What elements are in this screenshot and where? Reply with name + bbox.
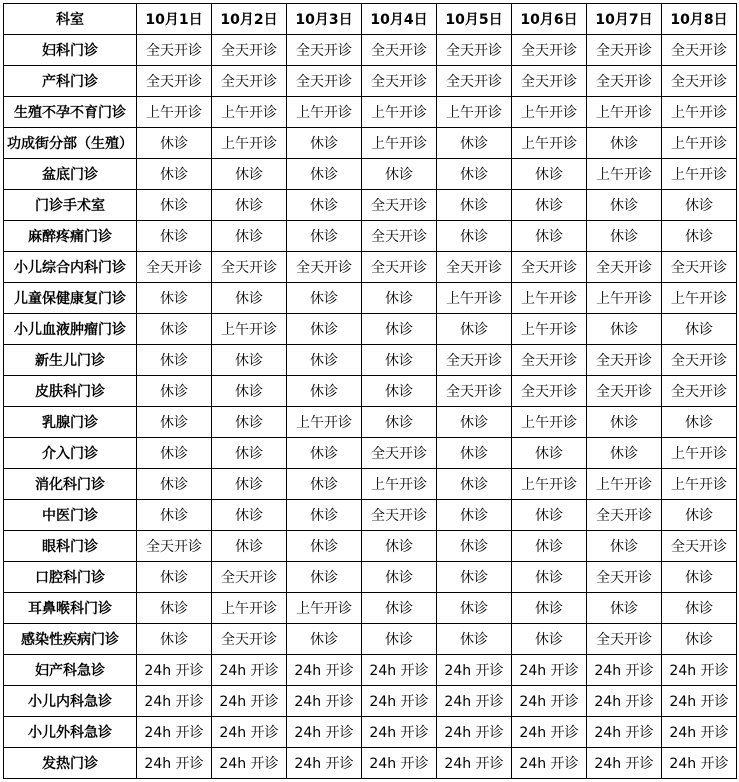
schedule-cell: 全天开诊 (587, 66, 662, 97)
schedule-cell: 休诊 (287, 562, 362, 593)
schedule-cell: 休诊 (287, 314, 362, 345)
schedule-cell: 全天开诊 (137, 66, 212, 97)
schedule-cell: 全天开诊 (662, 345, 737, 376)
schedule-cell: 休诊 (512, 190, 587, 221)
dept-name: 介入门诊 (4, 438, 137, 469)
schedule-cell: 休诊 (287, 190, 362, 221)
schedule-cell: 休诊 (437, 562, 512, 593)
schedule-cell: 休诊 (587, 438, 662, 469)
schedule-cell: 上午开诊 (587, 97, 662, 128)
schedule-cell: 上午开诊 (212, 97, 287, 128)
schedule-cell: 上午开诊 (662, 159, 737, 190)
schedule-cell: 24h 开诊 (137, 748, 212, 779)
dept-name: 小儿综合内科门诊 (4, 252, 137, 283)
table-row (4, 128, 737, 159)
dept-name: 儿童保健康复门诊 (4, 283, 137, 314)
schedule-cell: 全天开诊 (362, 221, 437, 252)
schedule-cell: 全天开诊 (137, 531, 212, 562)
dept-name: 乳腺门诊 (4, 407, 137, 438)
dept-name: 感染性疾病门诊 (4, 624, 137, 655)
table-row (4, 655, 737, 686)
header-date: 10月4日 (362, 4, 437, 35)
dept-name: 小儿血液肿瘤门诊 (4, 314, 137, 345)
schedule-cell: 上午开诊 (662, 97, 737, 128)
dept-name: 消化科门诊 (4, 469, 137, 500)
schedule-cell: 休诊 (512, 438, 587, 469)
schedule-cell: 休诊 (437, 128, 512, 159)
schedule-cell: 24h 开诊 (662, 655, 737, 686)
schedule-cell: 全天开诊 (662, 252, 737, 283)
dept-name: 盆底门诊 (4, 159, 137, 190)
schedule-cell: 上午开诊 (212, 128, 287, 159)
schedule-cell: 上午开诊 (212, 593, 287, 624)
schedule-cell: 休诊 (287, 624, 362, 655)
schedule-cell: 24h 开诊 (287, 686, 362, 717)
dept-name: 新生儿门诊 (4, 345, 137, 376)
schedule-cell: 休诊 (212, 283, 287, 314)
table-row (4, 35, 737, 66)
schedule-cell: 休诊 (662, 221, 737, 252)
schedule-cell: 全天开诊 (362, 35, 437, 66)
dept-name: 妇产科急诊 (4, 655, 137, 686)
schedule-cell: 休诊 (437, 190, 512, 221)
schedule-cell: 24h 开诊 (212, 655, 287, 686)
table-row (4, 438, 737, 469)
schedule-cell: 休诊 (362, 376, 437, 407)
schedule-cell: 全天开诊 (512, 345, 587, 376)
schedule-cell: 上午开诊 (662, 469, 737, 500)
schedule-cell: 休诊 (287, 376, 362, 407)
schedule-cell: 全天开诊 (212, 66, 287, 97)
table-row (4, 252, 737, 283)
schedule-cell: 休诊 (137, 159, 212, 190)
header-row (4, 4, 737, 35)
schedule-cell: 休诊 (362, 562, 437, 593)
table-row (4, 717, 737, 748)
schedule-cell: 全天开诊 (137, 252, 212, 283)
schedule-cell: 休诊 (587, 221, 662, 252)
schedule-cell: 全天开诊 (362, 190, 437, 221)
schedule-cell: 全天开诊 (512, 252, 587, 283)
schedule-cell: 休诊 (437, 624, 512, 655)
schedule-cell: 全天开诊 (662, 35, 737, 66)
schedule-cell: 休诊 (212, 376, 287, 407)
schedule-cell: 24h 开诊 (587, 748, 662, 779)
header-date: 10月6日 (512, 4, 587, 35)
schedule-cell: 休诊 (137, 314, 212, 345)
table-row (4, 221, 737, 252)
schedule-cell: 全天开诊 (437, 345, 512, 376)
schedule-cell: 休诊 (362, 624, 437, 655)
header-date: 10月5日 (437, 4, 512, 35)
schedule-cell: 休诊 (137, 562, 212, 593)
schedule-cell: 24h 开诊 (362, 686, 437, 717)
schedule-cell: 全天开诊 (212, 252, 287, 283)
dept-name: 生殖不孕不育门诊 (4, 97, 137, 128)
holiday-schedule-table (3, 3, 737, 779)
dept-name: 口腔科门诊 (4, 562, 137, 593)
schedule-cell: 24h 开诊 (362, 717, 437, 748)
schedule-cell: 休诊 (437, 221, 512, 252)
schedule-cell: 24h 开诊 (287, 717, 362, 748)
schedule-cell: 24h 开诊 (212, 686, 287, 717)
dept-name: 耳鼻喉科门诊 (4, 593, 137, 624)
schedule-cell: 24h 开诊 (437, 748, 512, 779)
schedule-cell: 全天开诊 (587, 252, 662, 283)
schedule-cell: 上午开诊 (212, 314, 287, 345)
dept-name: 中医门诊 (4, 500, 137, 531)
schedule-cell: 24h 开诊 (212, 748, 287, 779)
schedule-cell: 休诊 (212, 221, 287, 252)
schedule-cell: 全天开诊 (437, 35, 512, 66)
dept-name: 麻醉疼痛门诊 (4, 221, 137, 252)
schedule-cell: 上午开诊 (662, 128, 737, 159)
schedule-cell: 休诊 (587, 593, 662, 624)
schedule-cell: 24h 开诊 (587, 686, 662, 717)
dept-name: 发热门诊 (4, 748, 137, 779)
schedule-cell: 上午开诊 (512, 314, 587, 345)
schedule-cell: 全天开诊 (362, 66, 437, 97)
schedule-cell: 24h 开诊 (137, 686, 212, 717)
schedule-cell: 24h 开诊 (437, 655, 512, 686)
schedule-cell: 休诊 (212, 438, 287, 469)
schedule-cell: 全天开诊 (362, 252, 437, 283)
schedule-cell: 24h 开诊 (512, 655, 587, 686)
schedule-cell: 休诊 (287, 345, 362, 376)
schedule-cell: 上午开诊 (287, 407, 362, 438)
schedule-cell: 上午开诊 (287, 593, 362, 624)
schedule-cell: 上午开诊 (362, 469, 437, 500)
table-row (4, 407, 737, 438)
table-row (4, 624, 737, 655)
schedule-cell: 全天开诊 (587, 500, 662, 531)
schedule-cell: 上午开诊 (512, 469, 587, 500)
schedule-cell: 24h 开诊 (437, 686, 512, 717)
schedule-cell: 24h 开诊 (287, 655, 362, 686)
schedule-cell: 休诊 (362, 593, 437, 624)
schedule-cell: 休诊 (587, 531, 662, 562)
schedule-cell: 休诊 (662, 562, 737, 593)
table-row (4, 190, 737, 221)
schedule-cell: 休诊 (287, 500, 362, 531)
table-row (4, 686, 737, 717)
schedule-cell: 全天开诊 (287, 252, 362, 283)
schedule-cell: 上午开诊 (287, 97, 362, 128)
dept-name: 皮肤科门诊 (4, 376, 137, 407)
schedule-cell: 24h 开诊 (212, 717, 287, 748)
schedule-cell: 全天开诊 (512, 35, 587, 66)
schedule-cell: 24h 开诊 (512, 686, 587, 717)
schedule-cell: 休诊 (137, 469, 212, 500)
dept-name: 小儿外科急诊 (4, 717, 137, 748)
schedule-cell: 24h 开诊 (362, 748, 437, 779)
schedule-cell: 全天开诊 (212, 624, 287, 655)
schedule-cell: 上午开诊 (662, 438, 737, 469)
schedule-cell: 休诊 (137, 345, 212, 376)
schedule-cell: 休诊 (362, 314, 437, 345)
schedule-cell: 休诊 (287, 283, 362, 314)
schedule-cell: 休诊 (437, 500, 512, 531)
schedule-cell: 休诊 (437, 469, 512, 500)
schedule-cell: 休诊 (137, 438, 212, 469)
schedule-cell: 休诊 (512, 593, 587, 624)
schedule-cell: 24h 开诊 (437, 717, 512, 748)
schedule-cell: 休诊 (662, 624, 737, 655)
schedule-cell: 全天开诊 (587, 624, 662, 655)
schedule-cell: 全天开诊 (587, 35, 662, 66)
schedule-cell: 全天开诊 (512, 66, 587, 97)
schedule-cell: 休诊 (137, 221, 212, 252)
schedule-cell: 全天开诊 (212, 35, 287, 66)
schedule-cell: 上午开诊 (587, 283, 662, 314)
schedule-cell: 全天开诊 (662, 531, 737, 562)
schedule-cell: 休诊 (212, 345, 287, 376)
dept-name: 眼科门诊 (4, 531, 137, 562)
schedule-cell: 全天开诊 (362, 438, 437, 469)
schedule-cell: 24h 开诊 (662, 748, 737, 779)
schedule-cell: 休诊 (362, 345, 437, 376)
schedule-cell: 上午开诊 (512, 97, 587, 128)
schedule-cell: 上午开诊 (512, 407, 587, 438)
schedule-cell: 休诊 (512, 624, 587, 655)
schedule-cell: 休诊 (287, 159, 362, 190)
schedule-cell: 24h 开诊 (362, 655, 437, 686)
schedule-cell: 全天开诊 (587, 376, 662, 407)
schedule-cell: 休诊 (287, 128, 362, 159)
table-row (4, 97, 737, 128)
schedule-cell: 休诊 (212, 531, 287, 562)
schedule-cell: 休诊 (512, 500, 587, 531)
schedule-cell: 休诊 (662, 314, 737, 345)
schedule-cell: 休诊 (362, 283, 437, 314)
schedule-cell: 休诊 (362, 531, 437, 562)
schedule-cell: 休诊 (287, 221, 362, 252)
schedule-cell: 休诊 (212, 190, 287, 221)
table-row (4, 66, 737, 97)
schedule-cell: 24h 开诊 (662, 717, 737, 748)
schedule-cell: 全天开诊 (587, 345, 662, 376)
schedule-cell: 休诊 (137, 407, 212, 438)
schedule-cell: 休诊 (437, 531, 512, 562)
schedule-cell: 24h 开诊 (137, 655, 212, 686)
schedule-cell: 休诊 (137, 593, 212, 624)
schedule-cell: 休诊 (437, 159, 512, 190)
table-row (4, 469, 737, 500)
dept-name: 小儿内科急诊 (4, 686, 137, 717)
schedule-cell: 24h 开诊 (512, 717, 587, 748)
schedule-cell: 休诊 (437, 314, 512, 345)
schedule-cell: 休诊 (137, 190, 212, 221)
schedule-cell: 休诊 (287, 438, 362, 469)
schedule-cell: 全天开诊 (287, 35, 362, 66)
dept-name: 功成街分部（生殖） (4, 128, 137, 159)
table-row (4, 314, 737, 345)
schedule-cell: 休诊 (212, 469, 287, 500)
header-dept: 科室 (4, 4, 137, 35)
schedule-cell: 休诊 (512, 159, 587, 190)
schedule-cell: 全天开诊 (662, 376, 737, 407)
schedule-cell: 上午开诊 (362, 128, 437, 159)
schedule-cell: 上午开诊 (512, 128, 587, 159)
table-row (4, 593, 737, 624)
schedule-cell: 24h 开诊 (662, 686, 737, 717)
schedule-cell: 休诊 (212, 407, 287, 438)
schedule-cell: 上午开诊 (437, 283, 512, 314)
table-row (4, 562, 737, 593)
schedule-cell: 休诊 (212, 500, 287, 531)
schedule-cell: 全天开诊 (437, 252, 512, 283)
schedule-cell: 上午开诊 (137, 97, 212, 128)
schedule-cell: 休诊 (137, 500, 212, 531)
schedule-cell: 上午开诊 (437, 97, 512, 128)
schedule-cell: 休诊 (137, 624, 212, 655)
schedule-cell: 上午开诊 (512, 283, 587, 314)
schedule-cell: 上午开诊 (662, 283, 737, 314)
schedule-cell: 全天开诊 (137, 35, 212, 66)
schedule-cell: 休诊 (137, 376, 212, 407)
table-row (4, 283, 737, 314)
schedule-cell: 上午开诊 (587, 469, 662, 500)
schedule-cell: 休诊 (437, 407, 512, 438)
schedule-cell: 全天开诊 (362, 500, 437, 531)
schedule-cell: 上午开诊 (587, 159, 662, 190)
schedule-cell: 休诊 (437, 438, 512, 469)
schedule-body (4, 35, 737, 779)
schedule-cell: 休诊 (137, 283, 212, 314)
dept-name: 产科门诊 (4, 66, 137, 97)
schedule-cell: 24h 开诊 (512, 748, 587, 779)
dept-name: 妇科门诊 (4, 35, 137, 66)
schedule-cell: 休诊 (662, 500, 737, 531)
table-row (4, 748, 737, 779)
schedule-cell: 休诊 (287, 531, 362, 562)
schedule-cell: 24h 开诊 (587, 655, 662, 686)
header-date: 10月8日 (662, 4, 737, 35)
schedule-cell: 休诊 (362, 159, 437, 190)
schedule-cell: 全天开诊 (287, 66, 362, 97)
schedule-cell: 休诊 (512, 531, 587, 562)
schedule-cell: 休诊 (587, 407, 662, 438)
table-row (4, 500, 737, 531)
schedule-cell: 休诊 (662, 407, 737, 438)
table-row (4, 345, 737, 376)
table-row (4, 376, 737, 407)
header-date: 10月1日 (137, 4, 212, 35)
header-date: 10月7日 (587, 4, 662, 35)
schedule-cell: 全天开诊 (662, 66, 737, 97)
schedule-cell: 休诊 (362, 407, 437, 438)
schedule-cell: 休诊 (212, 159, 287, 190)
schedule-cell: 24h 开诊 (287, 748, 362, 779)
table-row (4, 159, 737, 190)
schedule-cell: 全天开诊 (587, 562, 662, 593)
schedule-cell: 休诊 (662, 593, 737, 624)
schedule-cell: 全天开诊 (437, 66, 512, 97)
schedule-cell: 全天开诊 (437, 376, 512, 407)
schedule-cell: 休诊 (287, 469, 362, 500)
dept-name: 门诊手术室 (4, 190, 137, 221)
schedule-cell: 全天开诊 (512, 376, 587, 407)
schedule-cell: 24h 开诊 (137, 717, 212, 748)
schedule-cell: 休诊 (587, 314, 662, 345)
schedule-cell: 休诊 (512, 562, 587, 593)
schedule-cell: 休诊 (137, 128, 212, 159)
schedule-cell: 休诊 (437, 593, 512, 624)
schedule-cell: 休诊 (662, 190, 737, 221)
header-date: 10月3日 (287, 4, 362, 35)
schedule-cell: 24h 开诊 (587, 717, 662, 748)
header-date: 10月2日 (212, 4, 287, 35)
schedule-cell: 休诊 (587, 128, 662, 159)
table-row (4, 531, 737, 562)
schedule-cell: 上午开诊 (362, 97, 437, 128)
schedule-cell: 全天开诊 (212, 562, 287, 593)
schedule-cell: 休诊 (587, 190, 662, 221)
schedule-cell: 休诊 (512, 221, 587, 252)
